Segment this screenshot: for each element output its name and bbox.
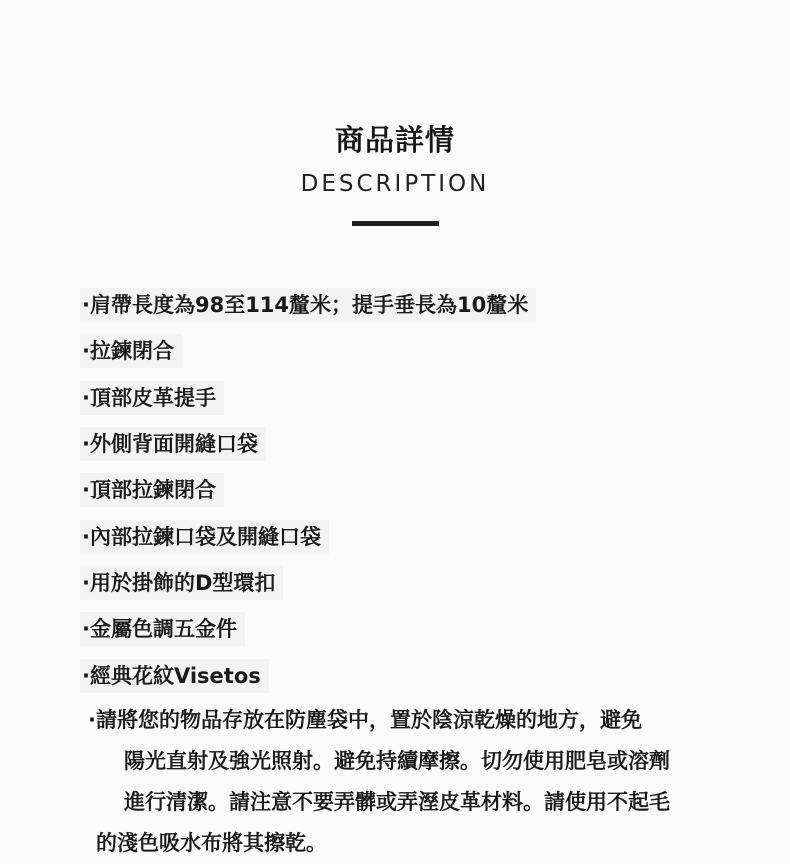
spec-item	[80, 375, 536, 421]
spec-item	[80, 560, 536, 606]
care-line: 進行清潔。請注意不要弄髒或弄溼皮革材料。請使用不起毛	[124, 790, 670, 814]
care-line: 陽光直射及強光照射。避免持續摩擦。切勿使用肥皂或溶劑	[124, 749, 670, 773]
spec-list	[80, 282, 536, 699]
spec-back-pocket: ·外側背面開縫口袋	[80, 427, 266, 461]
spec-top-handle: ·頂部皮革提手	[80, 381, 224, 415]
spec-item	[80, 282, 536, 328]
spec-item	[80, 513, 536, 559]
title-divider	[352, 221, 439, 226]
spec-item	[80, 328, 536, 374]
spec-inner-pockets: ·內部拉鍊口袋及開縫口袋	[80, 520, 329, 554]
page-title: 商品詳情	[334, 123, 455, 157]
care-line: ·請將您的物品存放在防塵袋中，置於陰涼乾燥的地方，避免	[88, 708, 642, 732]
page-subtitle: DESCRIPTION	[300, 171, 490, 197]
spec-item	[80, 421, 536, 467]
spec-hardware: ·金屬色調五金件	[80, 612, 245, 646]
spec-pattern: ·經典花紋Visetos	[80, 659, 269, 693]
spec-strap-length: ·肩帶長度為98至114釐米；提手垂長為10釐米	[80, 288, 536, 322]
care-instructions	[88, 700, 708, 864]
spec-item	[80, 606, 536, 652]
spec-top-zip: ·頂部拉鍊閉合	[80, 473, 224, 507]
spec-zip-closure: ·拉鍊閉合	[80, 334, 182, 368]
spec-item	[80, 467, 536, 513]
care-line: 的淺色吸水布將其擦乾。	[96, 831, 327, 855]
spec-d-ring: ·用於掛飾的D型環扣	[80, 566, 283, 600]
spec-item	[80, 652, 536, 698]
